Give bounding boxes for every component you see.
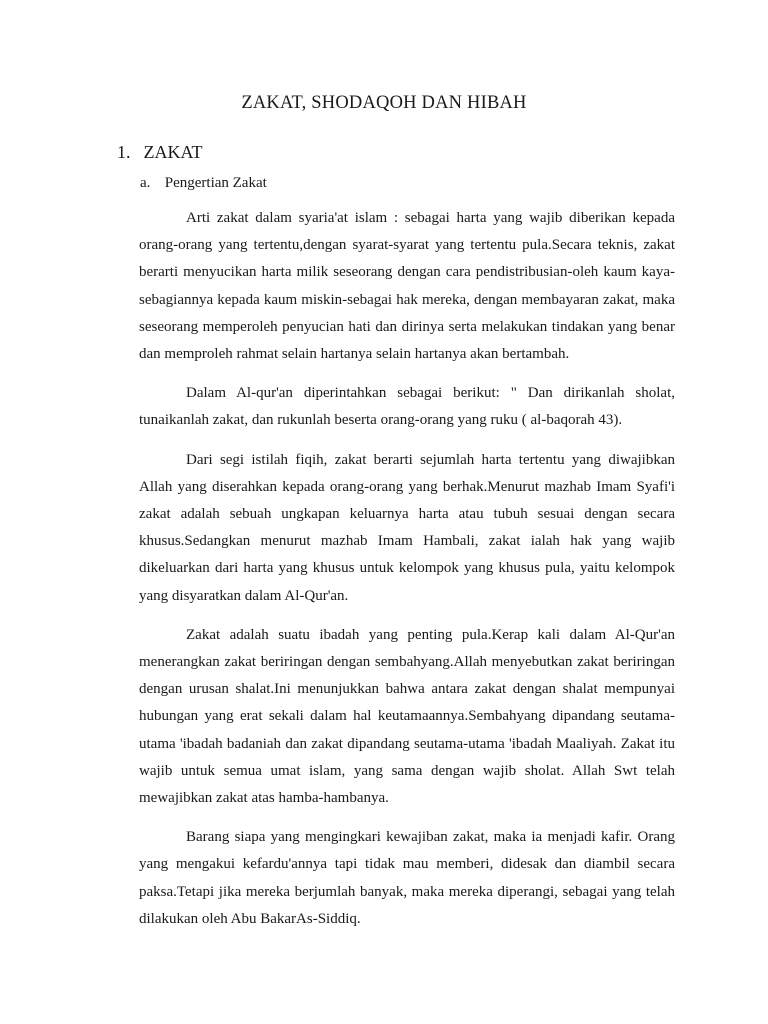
document-title: ZAKAT, SHODAQOH DAN HIBAH (241, 93, 527, 113)
subsection-heading (140, 175, 267, 192)
section-title: ZAKAT (143, 142, 203, 162)
paragraph: Zakat adalah suatu ibadah yang penting pula.Kerap kali dalam Al-Qur'an menerangkan zakat beriringan dengan sembahyang.Allah menyebutkan zakat beriringan dengan urusan shalat.Ini menunjukkan bahwa antara zakat dengan shalat mempunyai hubungan yang erat sekali dalam hal keutamaannya.Sembahyang dipandang seutama-utama 'ibadah badaniah dan zakat dipandang seutama-utama 'ibadah Maaliyah. Zakat itu wajib untuk semua umat islam, yang sama dengan wajib sholat. Allah Swt telah mewajibkan zakat atas hamba-hambanya. (139, 626, 675, 807)
section-number: 1. (117, 142, 131, 162)
paragraph: Barang siapa yang mengingkari kewajiban zakat, maka ia menjadi kafir. Orang yang mengakui kefardu'annya tapi tidak mau memberi, didesak dan diambil secara paksa.Tetapi jika mereka berjumlah banyak, maka mereka diperangi, sebagai yang telah dilakukan oleh Abu BakarAs-Siddiq. (139, 829, 675, 927)
body-text (139, 205, 675, 945)
subsection-letter: a. (140, 175, 151, 191)
paragraph: Dari segi istilah fiqih, zakat berarti sejumlah harta tertentu yang diwajibkan Allah yang diserahkan kepada orang-orang yang berhak.Menurut mazhab Imam Syafi'i zakat adalah sebuah ungkapan keluarnya harta atau tubuh sesuai dengan secara khusus.Sedangkan menurut mazhab Imam Hambali, zakat ialah hak yang wajib dikeluarkan dari harta yang khusus untuk kelompok yang khusus pula, yaitu kelompok yang disyaratkan dalam Al-Qur'an. (139, 451, 675, 604)
subsection-title: Pengertian Zakat (164, 175, 267, 191)
paragraph: Arti zakat dalam syaria'at islam : sebagai harta yang wajib diberikan kepada orang-orang yang tertentu,dengan syarat-syarat yang tertentu pula.Secara teknis, zakat berarti menyucikan harta milik seseorang dengan cara pendistribusian-oleh kaum kaya-sebagiannya kepada kaum miskin-sebagai hak mereka, dengan membayaran zakat, maka seseorang memperoleh penyucian hati dan dirinya serta melakukan tindakan yang benar dan memproleh rahmat selain hartanya selain hartanya akan bertambah. (139, 210, 675, 363)
section-heading (117, 142, 203, 163)
paragraph: Dalam Al-qur'an diperintahkan sebagai berikut: " Dan dirikanlah sholat, tunaikanlah zakat, dan rukunlah beserta orang-orang yang ruku ( al-baqorah 43). (139, 385, 675, 429)
